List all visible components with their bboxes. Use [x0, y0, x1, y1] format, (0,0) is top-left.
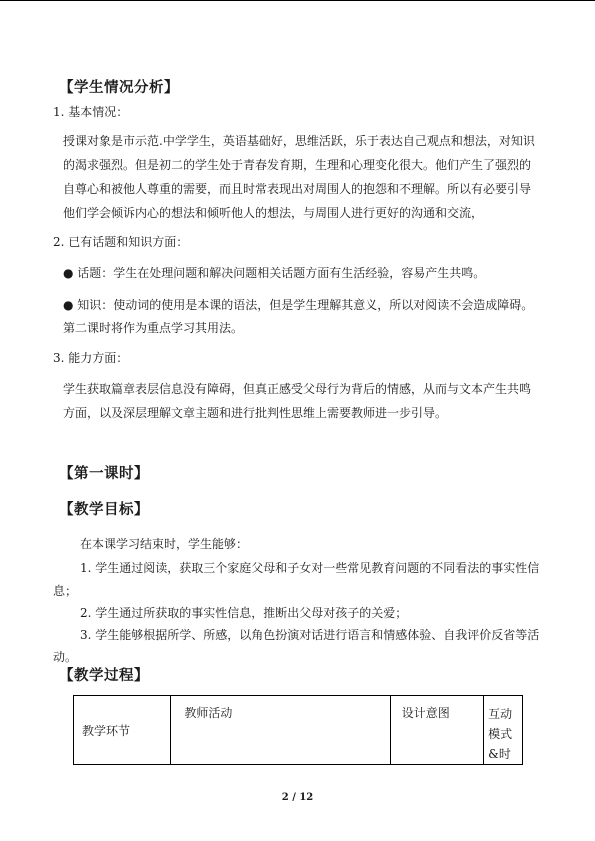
col-teacher-activity: 教师活动 — [184, 706, 233, 720]
table-header-row — [74, 696, 523, 765]
col-intent-cell — [390, 696, 483, 765]
item1-line-1: 授课对象是市示范.中学学生，英语基础好，思维活跃，乐于表达自己观点和想法，对知识 — [63, 134, 535, 148]
col-interaction-line-3: &时 — [488, 747, 511, 761]
objectives-intro: 在本课学习结束时，学生能够： — [80, 537, 249, 551]
col-interaction-line-1: 互动 — [488, 707, 513, 721]
item3-title: 3. 能力方面： — [53, 351, 129, 365]
item3-line-2: 方面，以及深层理解文章主题和进行批判性思维上需要教师进一步引导。 — [63, 406, 448, 420]
objective-1-line-2: 息； — [53, 584, 78, 598]
item2-title: 2. 已有话题和知识方面： — [53, 235, 189, 249]
bullet-knowledge-cont: 第二课时将作为重点学习其用法。 — [63, 321, 244, 335]
page-number: 2 / 12 — [281, 792, 314, 803]
bullet-topic: ● 话题：学生在处理问题和解决问题相关话题方面有生活经验，容易产生共鸣。 — [63, 266, 486, 280]
process-heading: 【教学过程】 — [59, 668, 149, 684]
process-table — [73, 695, 523, 765]
col-interaction-cell — [484, 696, 523, 765]
item3-line-1: 学生获取篇章表层信息没有障碍，但真正感受父母行为背后的情感，从而与文本产生共鸣 — [63, 382, 532, 396]
objective-2: 2. 学生通过所获取的事实性信息，推断出父母对孩子的关爱； — [80, 606, 408, 620]
col-design-intent: 设计意图 — [401, 706, 450, 720]
lesson1-heading: 【第一课时】 — [59, 466, 149, 482]
col-stage-cell — [74, 696, 171, 765]
student-analysis-heading: 【学生情况分析】 — [59, 80, 179, 96]
col-stage: 教学环节 — [82, 724, 131, 738]
header-rule — [0, 0, 595, 1]
objectives-heading: 【教学目标】 — [59, 502, 149, 518]
col-interaction-line-2: 模式 — [488, 727, 513, 741]
item1-line-3: 自尊心和被他人尊重的需要，而且时常表现出对周围人的抱怨和不理解。所以有必要引导 — [63, 182, 532, 196]
item1-line-4: 他们学会倾诉内心的想法和倾听他人的想法，与周围人进行更好的沟通和交流， — [63, 206, 484, 220]
objective-3-line-1: 3. 学生能够根据所学、所感，以角色扮演对话进行语言和情感体验、自我评价反省等活 — [80, 628, 540, 642]
objective-1-line-1: 1. 学生通过阅读，获取三个家庭父母和子女对一些常见教育问题的不同看法的事实性信 — [80, 561, 540, 575]
item1-title: 1. 基本情况： — [53, 105, 129, 119]
col-teacher-cell — [171, 696, 390, 765]
objective-3-line-2: 动。 — [53, 650, 78, 664]
item1-line-2: 的渴求强烈。但是初二的学生处于青春发育期，生理和心理变化很大。他们产生了强烈的 — [63, 158, 532, 172]
bullet-knowledge: ● 知识：使动词的使用是本课的语法，但是学生理解其意义，所以对阅读不会造成障碍。 — [63, 298, 534, 312]
